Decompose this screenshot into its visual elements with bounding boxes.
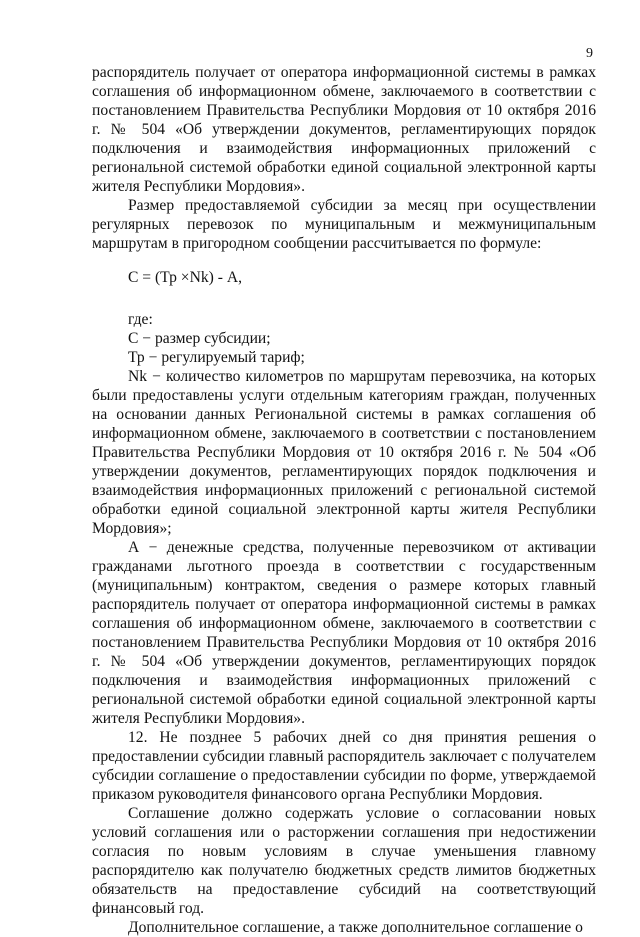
subsidy-formula: С = (Тр ×Nk) - А, [128,269,243,286]
formula-definition-tr: Тр − регулируемый тариф; [128,349,305,366]
paragraph-subsidy-formula-intro: Размер предоставляемой субсидии за месяц при осуществлении регулярных перевозок по муниципальным и межмуниципальным маршрутам в пригородном сообщении рассчитывается по формуле: [92,197,596,252]
paragraph-additional-agreement: Дополнительное соглашение, а также дополнительное соглашение о [128,919,583,936]
formula-where-label: где: [128,311,153,328]
formula-definition-a: А − денежные средства, полученные перевозчиком от активации гражданами льготного проезда в соответствии с государственным (муниципальным) контрактом, сведения о размере которых главный распорядитель получает от оператора информационной системы в рамках соглашения об информационном обмене, заключаемого в соответствии с постановлением Правительства Республики Мордовия от 10 октября 2016 г. № 504 «Об утверждении документов, регламентирующих порядок подключения и взаимодействия информационных приложений с региональной системой обработки единой социальной электронной карты жителя Республики Мордовия». [92,539,596,727]
formula-definition-nk: Nk − количество километров по маршрутам перевозчика, на которых были предоставлены услуги отдельным категориям граждан, полученных на основании данных Региональной системы в рамках соглашения об информационном обмене, заключаемого в соответствии с постановлением Правительства Республики Мордовия от 10 октября 2016 г. № 504 «Об утверждении документов, регламентирующих порядок подключения и взаимодействия информационных приложений с региональной системой обработки единой социальной электронной карты жителя Республики Мордовия»; [92,368,596,537]
paragraph-item-12: 12. Не позднее 5 рабочих дней со дня принятия решения о предоставлении субсидии главный распорядитель заключает с получателем субсидии соглашение о предоставлении субсидии по форме, утверждаемой приказом руководителя финансового органа Республики Мордовия. [92,729,596,803]
paragraph-continuation: распорядитель получает от оператора информационной системы в рамках соглашения об информационном обмене, заключаемого в соответствии с постановлением Правительства Республики Мордовия от 10 октября 2016 г. № 504 «Об утверждении документов, регламентирующих порядок подключения и взаимодействия информационных приложений с региональной системой обработки единой социальной электронной карты жителя Республики Мордовия». [92,64,596,195]
page-number: 9 [586,46,593,61]
paragraph-agreement-conditions: Соглашение должно содержать условие о согласовании новых условий соглашения или о расторжении соглашения при недостижении согласия по новым условиям в случае уменьшения главному распорядителю как получателю бюджетных средств лимитов бюджетных обязательств на предоставление субсидий на соответствующий финансовый год. [92,805,596,917]
formula-definition-c: С − размер субсидии; [128,330,271,347]
document-body [92,63,596,937]
